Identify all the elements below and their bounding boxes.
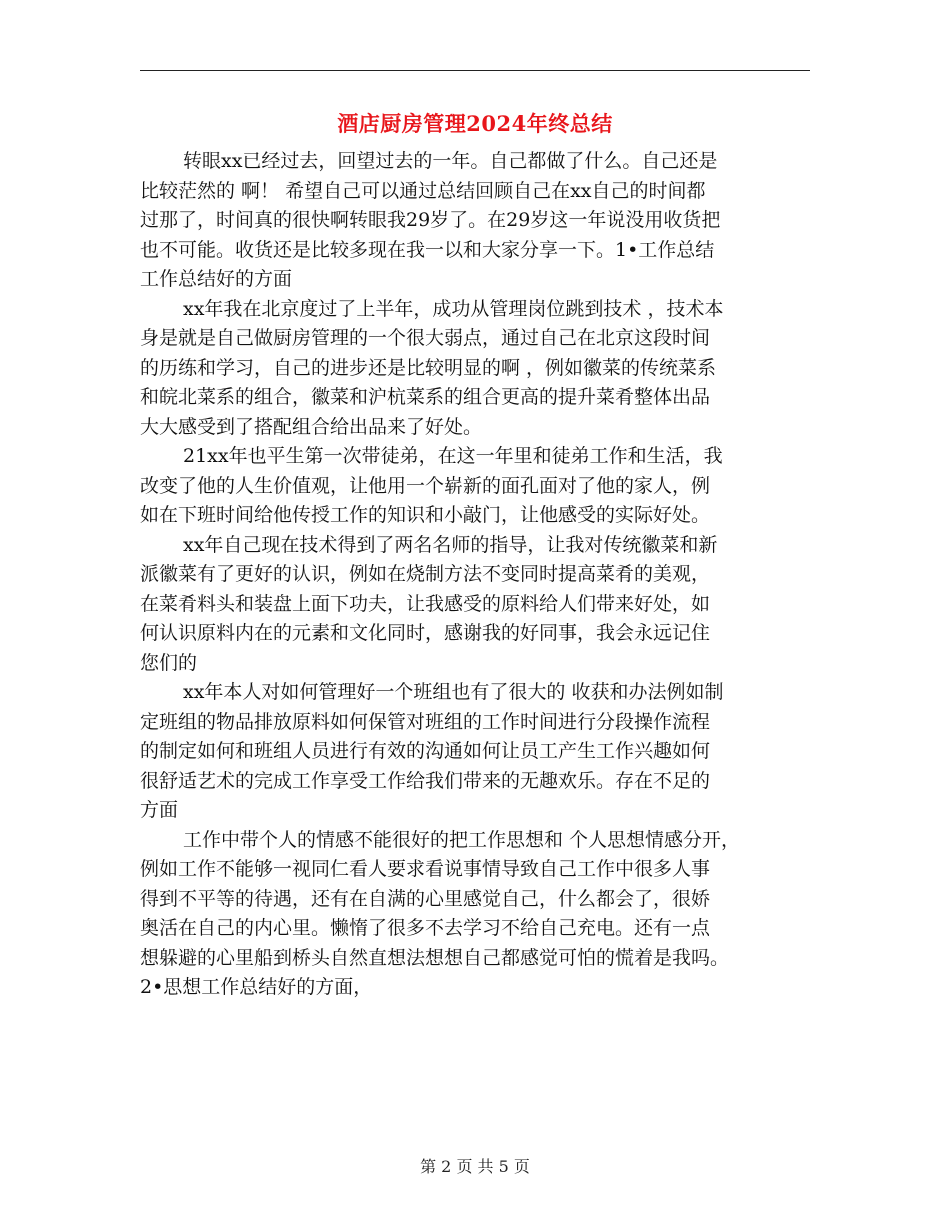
text-line: 转眼xx已经过去，回望过去的一年。自己都做了什么。自己还是 [183,150,718,172]
text-line: 的历练和学习，自己的进步还是比较明显的啊 ，例如徽菜的传统菜系 [140,356,717,379]
text-line: 定班组的物品排放原料如何保管对班组的工作时间进行分段操作流程 [140,710,711,733]
text-line: 很舒适艺术的完成工作享受工作给我们带来的无趣欢乐。存在不足的 [140,769,711,792]
document-body [140,147,810,1003]
text-line: 方面 [140,799,179,821]
header-rule [140,70,810,71]
page-footer: 第 2 页 共 5 页 [420,1157,530,1176]
text-line: 奥活在自己的内心里。懒惰了很多不去学习不给自己充电。还有一点 [140,917,711,939]
text-line: 和皖北菜系的组合，徽菜和沪杭菜系的组合更高的提升菜肴整体出品 [140,386,711,408]
text-line: 得到不平等的待遇，还有在自满的心里感觉自己，什么都会了，很娇 [140,887,711,910]
text-line: 在菜肴料头和装盘上面下功夫，让我感受的原料给人们带来好处，如 [140,592,711,615]
paragraph [140,826,810,1003]
document-title: 酒店厨房管理2024年终总结 [337,111,613,136]
text-line: 2•思想工作总结好的方面， [140,976,373,998]
text-line: 改变了他的人生价值观，让他用一个崭新的面孔面对了他的家人，例 [140,474,711,497]
text-line: 过那了，时间真的很快啊转眼我29岁了。在29岁这一年说没用收货把 [140,209,721,231]
text-line: 大大感受到了搭配组合给出品来了好处。 [140,415,483,438]
paragraph [140,531,810,679]
text-line: 您们的 [140,651,198,674]
text-line: 21xx年也平生第一次带徒弟，在这一年里和徒弟工作和生活，我 [183,445,723,467]
text-line: 身是就是自己做厨房管理的一个很大弱点，通过自己在北京这段时间 [140,327,711,349]
text-line: 比较茫然的 啊！ 希望自己可以通过总结回顾自己在xx自己的时间都 [140,179,706,202]
paragraph [140,147,810,295]
text-line: 工作总结好的方面 [140,268,293,290]
text-line: 例如工作不能够一视同仁看人要求看说事情导致自己工作中很多人事 [140,858,711,880]
paragraph [140,295,810,443]
text-line: xx年自己现在技术得到了两名名师的指导，让我对传统徽菜和新 [183,533,718,556]
text-line: xx年本人对如何管理好一个班组也有了很大的 收获和办法例如制 [183,681,724,703]
text-line: 也不可能。收货还是比较多现在我一以和大家分享一下。1•工作总结 [140,238,715,261]
paragraph [140,678,810,826]
text-line: 工作中带个人的情感不能很好的把工作思想和 个人思想情感分开， [183,828,741,851]
text-line: 想躲避的心里船到桥头自然直想法想想自己都感觉可怕的慌着是我吗。 [140,946,730,969]
text-line: 派徽菜有了更好的认识，例如在烧制方法不变同时提高菜肴的美观， [140,563,711,585]
text-line: 的制定如何和班组人员进行有效的沟通如何让员工产生工作兴趣如何 [140,740,711,762]
text-line: 何认识原料内在的元素和文化同时，感谢我的好同事，我会永远记住 [140,622,711,644]
paragraph [140,442,810,531]
text-line: 如在下班时间给他传授工作的知识和小敲门，让他感受的实际好处。 [140,504,711,526]
text-line: xx年我在北京度过了上半年，成功从管理岗位跳到技术 ，技术本 [183,297,724,320]
